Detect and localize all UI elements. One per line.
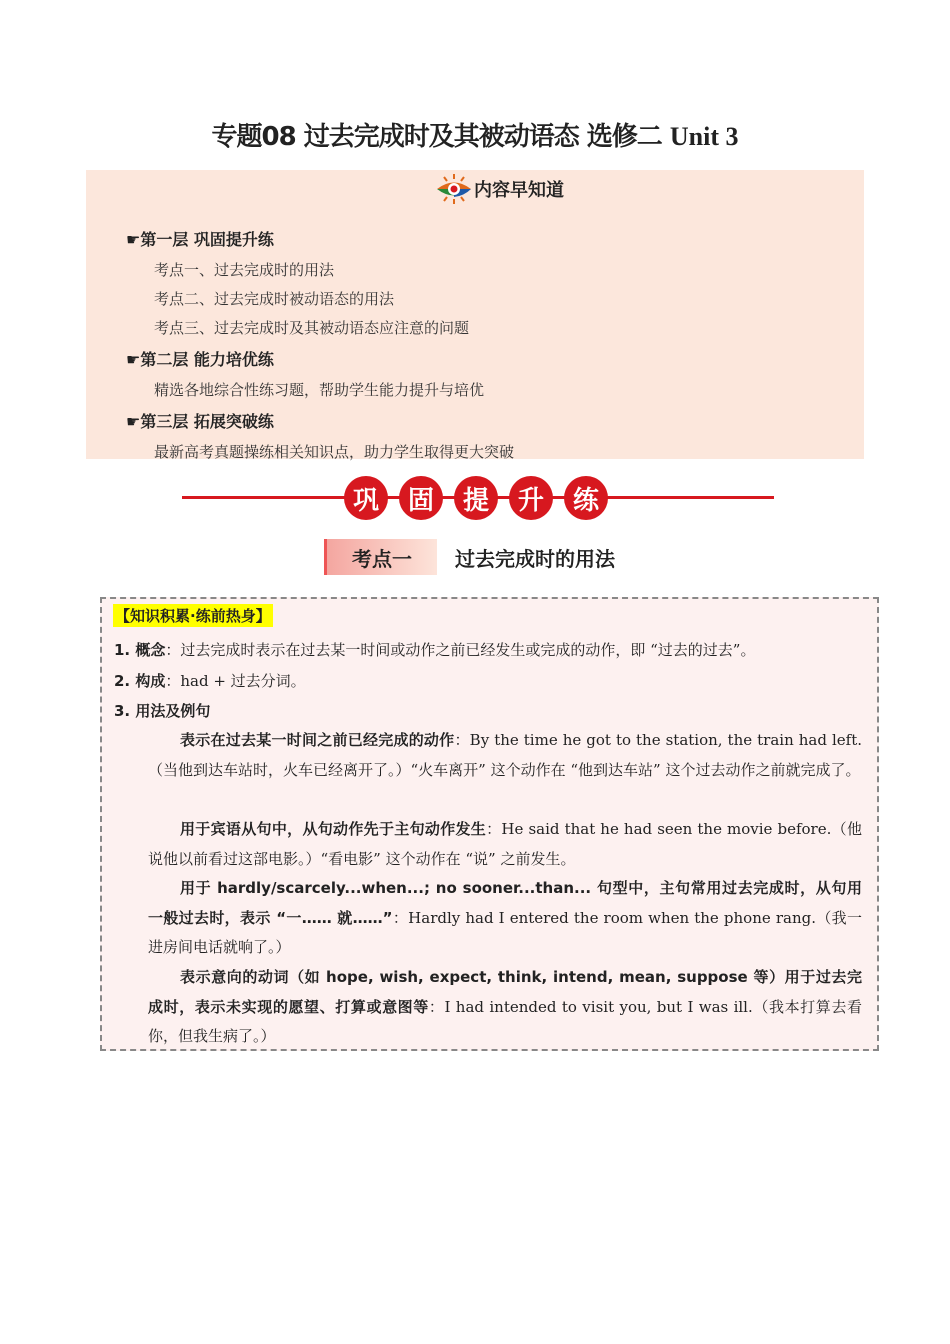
usage-paragraph (148, 726, 862, 785)
para-lead: 表示在过去某一时间之前已经完成的动作 (180, 731, 455, 749)
overview-heading-text: 内容早知道 (474, 180, 564, 201)
usage-paragraph (148, 874, 862, 963)
para-text: ：I had intended to visit you, but I was ill.（我本打算去看你，但我生病了。） (148, 997, 862, 1046)
overview-heading (436, 174, 564, 204)
para-lead: 用于宾语从句中，从句动作先于主句动作发生 (180, 820, 487, 838)
kaodian-tag: 考点一 (324, 539, 437, 575)
kaodian-title: 过去完成时的用法 (455, 546, 615, 571)
usage-paragraph (148, 815, 862, 874)
para-text: ：Hardly had I entered the room when the phone rang.（我一进房间电话就响了。） (148, 908, 862, 957)
layer-3-heading: ☛第三层 拓展突破练 (126, 412, 274, 431)
banner-char: 练 (564, 476, 608, 520)
para-lead: 表示意向的动词（如 hope, wish, expect, think, intend, mean, suppose 等）用于过去完成时，表示未实现的愿望、打算或意图等 (148, 968, 862, 1016)
knowledge-box (100, 597, 879, 1051)
layer-1-heading: ☛第一层 巩固提升练 (126, 230, 274, 249)
banner-char: 巩 (344, 476, 388, 520)
para-text: ：He said that he had seen the movie before.（他说他以前看过这部电影。）“看电影” 这个动作在 “说” 之前发生。 (148, 820, 862, 868)
eye-icon (436, 174, 472, 204)
layer-3-item: 最新高考真题操练相关知识点，助力学生取得更大突破 (154, 443, 515, 461)
layer-1-item: 考点三、过去完成时及其被动语态应注意的问题 (154, 319, 470, 337)
row-text: ：过去完成时表示在过去某一时间或动作之前已经发生或完成的动作，即 “过去的过去”。 (165, 641, 756, 659)
concept-row (114, 639, 755, 660)
highlight-label: 【知识积累·练前热身】 (113, 604, 273, 627)
para-lead: 用于 hardly/scarcely...when...; no sooner...than... 句型中，主句常用过去完成时，从句用一般过去时，表示 “一…… 就……” (148, 879, 862, 927)
para-text: ：By the time he got to the station, the train had left.（当他到达车站时，火车已经离开了。）“火车离开” 这个动作在 “他到达车站” 这个过去动作之前就完成了。 (148, 731, 862, 779)
banner-char: 固 (399, 476, 443, 520)
row-text: ：had + 过去分词。 (165, 672, 306, 690)
structure-row (114, 670, 306, 691)
page-title (0, 116, 950, 153)
layer-2-item: 精选各地综合性练习题，帮助学生能力提升与培优 (154, 381, 485, 399)
row-label: 1. 概念 (114, 641, 166, 659)
overview-panel (86, 170, 864, 459)
usage-paragraph (148, 963, 862, 1052)
title-en: Unit 3 (669, 122, 739, 151)
title-cn: 专题08 过去完成时及其被动语态 选修二 (211, 122, 670, 152)
row-label: 3. 用法及例句 (114, 702, 211, 720)
banner-char: 升 (509, 476, 553, 520)
kaodian-header (324, 539, 615, 575)
section-banner (182, 476, 774, 520)
row-label: 2. 构成 (114, 672, 166, 690)
usage-row (114, 700, 210, 721)
layer-1-item: 考点一、过去完成时的用法 (154, 261, 335, 279)
layer-2-heading: ☛第二层 能力培优练 (126, 350, 274, 369)
layer-1-item: 考点二、过去完成时被动语态的用法 (154, 290, 395, 308)
banner-char: 提 (454, 476, 498, 520)
